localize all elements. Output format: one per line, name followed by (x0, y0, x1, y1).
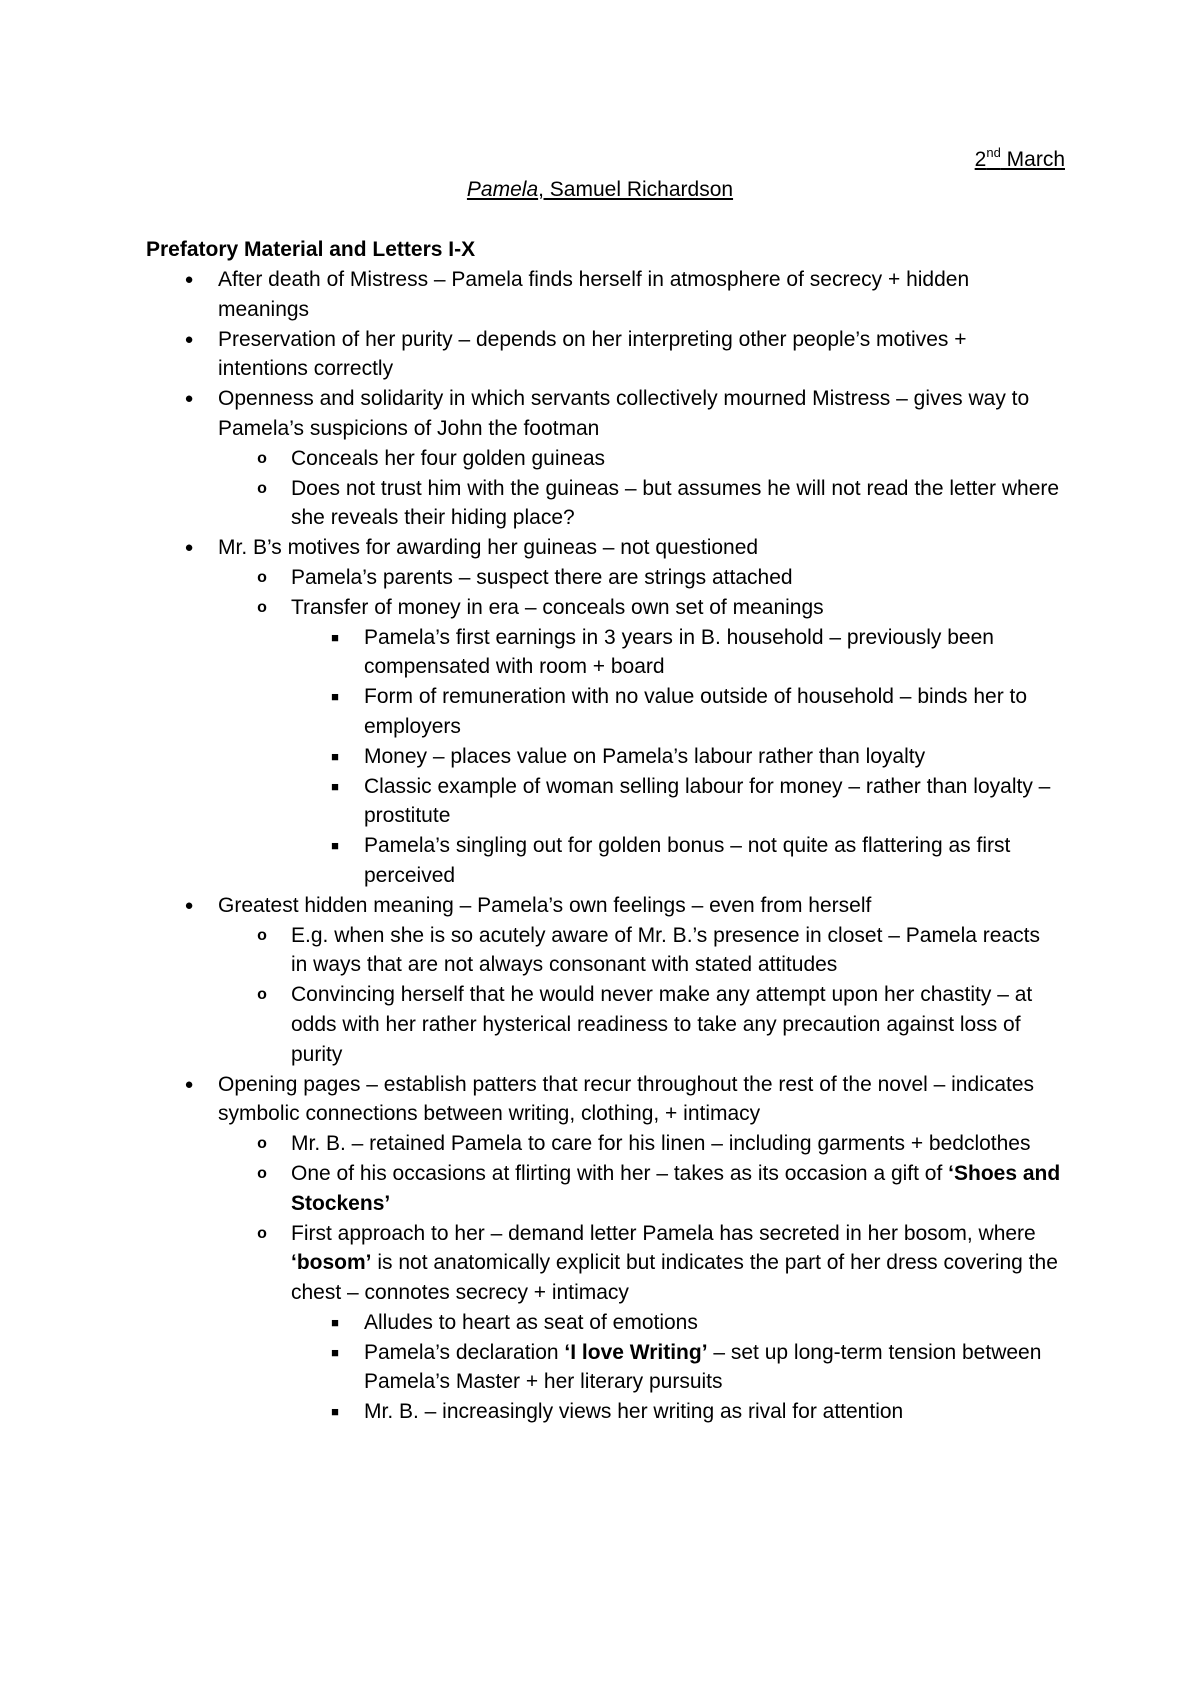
title-work: Pamela (466, 178, 539, 201)
note-text: Openness and solidarity in which servants collectively mourned Mistress – gives way to Pamela’s suspicions of John the footman (218, 387, 1030, 440)
circle-bullet-icon: o (257, 479, 267, 497)
note-item-level-1 (0, 891, 1058, 921)
note-text: Mr. B’s motives for awarding her guineas – not questioned (218, 536, 759, 560)
note-item-level-3 (0, 1338, 1064, 1398)
note-item-level-1 (0, 325, 1058, 385)
note-quote-bold: ‘bosom’ (291, 1251, 372, 1275)
note-text: Convincing herself that he would never make any attempt upon her chastity – at odds with her rather hysterical readiness to take any precaution against loss of purity (291, 983, 1033, 1066)
note-item-level-3 (0, 742, 1064, 772)
note-text (364, 1341, 1041, 1394)
disc-bullet-icon: ● (184, 1075, 194, 1093)
note-text: Classic example of woman selling labour for money – rather than loyalty – prostitute (364, 774, 1051, 828)
note-text: Transfer of money in era – conceals own set of meanings (291, 595, 824, 619)
note-item-level-2 (0, 1159, 1061, 1219)
disc-bullet-icon: ● (184, 271, 194, 288)
note-item-level-2 (0, 474, 1061, 534)
date-line (975, 147, 1065, 173)
title-author: , Samuel Richardson (538, 178, 734, 201)
square-bullet-icon: ■ (331, 778, 339, 794)
circle-bullet-icon: o (257, 986, 267, 1004)
page-title (0, 177, 1200, 203)
circle-bullet-icon: o (257, 926, 267, 944)
note-text (291, 1162, 1060, 1215)
note-item-level-1 (0, 533, 1058, 563)
square-bullet-icon: ■ (331, 1314, 339, 1330)
note-item-level-2 (0, 921, 1061, 981)
note-item-level-1 (0, 1070, 1058, 1130)
note-text: Pamela’s parents – suspect there are strings attached (291, 565, 793, 589)
note-item-level-2 (0, 444, 1061, 474)
square-bullet-icon: ■ (331, 1344, 339, 1360)
note-text: Pamela’s first earnings in 3 years in B. household – previously been compensated with room + board (364, 625, 994, 679)
note-text-part: Pamela’s declaration (364, 1340, 565, 1364)
note-item-level-3 (0, 623, 1064, 683)
note-text: Alludes to heart as seat of emotions (364, 1310, 698, 1334)
section-heading: Prefatory Material and Letters I-X (146, 238, 476, 261)
note-item-level-2 (0, 593, 1061, 623)
note-item-level-3 (0, 772, 1064, 832)
notes-list (0, 265, 1200, 1427)
note-quote-bold: ‘I love Writing’ (564, 1340, 708, 1364)
note-quote-bold: ‘Shoes and Stockens’ (291, 1161, 1061, 1215)
note-text: Opening pages – establish patters that recur throughout the rest of the novel – indicates symbolic connections between writing, clothing, + intimacy (218, 1072, 1035, 1126)
disc-bullet-icon: ● (184, 896, 194, 914)
note-text: After death of Mistress – Pamela finds herself in atmosphere of secrecy + hidden meanings (218, 268, 970, 321)
date-suffix: nd (986, 145, 1001, 160)
note-item-level-3 (0, 831, 1064, 891)
note-text (291, 1222, 1058, 1305)
square-bullet-icon: ■ (331, 838, 339, 854)
note-item-level-2 (0, 563, 1061, 593)
circle-bullet-icon: o (257, 1164, 267, 1182)
circle-bullet-icon: o (257, 598, 267, 616)
note-item-level-2 (0, 980, 1061, 1069)
note-text-part: One of his occasions at flirting with her – takes as its occasion a gift of (291, 1161, 949, 1185)
note-item-level-1 (0, 265, 1058, 325)
note-text: Does not trust him with the guineas – but assumes he will not read the letter where she reveals their hiding place? (291, 476, 1060, 530)
note-item-level-3 (0, 682, 1064, 742)
note-item-level-2 (0, 1129, 1061, 1159)
note-text: Preservation of her purity – depends on her interpreting other people’s motives + intentions correctly (218, 327, 967, 381)
square-bullet-icon: ■ (331, 689, 339, 705)
note-text: Mr. B. – retained Pamela to care for his linen – including garments + bedclothes (291, 1132, 1031, 1156)
square-bullet-icon: ■ (331, 1404, 339, 1420)
note-item-level-3 (0, 1397, 1064, 1427)
circle-bullet-icon: o (257, 1224, 267, 1242)
circle-bullet-icon: o (257, 449, 267, 467)
note-text: Pamela’s singling out for golden bonus – not quite as flattering as first perceived (364, 834, 1011, 887)
note-text: Mr. B. – increasingly views her writing as rival for attention (364, 1400, 904, 1424)
note-text: Form of remuneration with no value outside of household – binds her to employers (364, 685, 1028, 738)
note-item-level-3 (0, 1308, 1064, 1338)
disc-bullet-icon: ● (184, 390, 194, 408)
note-item-level-2 (0, 1219, 1061, 1308)
note-text: Money – places value on Pamela’s labour rather than loyalty (364, 744, 926, 768)
note-text-part: First approach to her – demand letter Pamela has secreted in her bosom, where (291, 1221, 1036, 1245)
square-bullet-icon: ■ (331, 629, 339, 645)
note-text: E.g. when she is so acutely aware of Mr. B.’s presence in closet – Pamela reacts in ways that are not always consonant with stated attitudes (291, 923, 1040, 977)
disc-bullet-icon: ● (184, 330, 194, 348)
note-text: Conceals her four golden guineas (291, 446, 606, 470)
circle-bullet-icon: o (257, 568, 267, 586)
note-item-level-1 (0, 384, 1058, 444)
note-text-part: is not anatomically explicit but indicates the part of her dress covering the chest – connotes secrecy + intimacy (291, 1251, 1058, 1305)
date-month: March (1000, 148, 1065, 171)
date-number: 2 (974, 148, 987, 171)
note-text-part: – set up long-term tension between Pamela’s Master + her literary pursuits (364, 1340, 1042, 1394)
circle-bullet-icon: o (257, 1135, 267, 1153)
disc-bullet-icon: ● (184, 539, 194, 557)
square-bullet-icon: ■ (331, 748, 339, 764)
note-text: Greatest hidden meaning – Pamela’s own feelings – even from herself (218, 893, 872, 917)
